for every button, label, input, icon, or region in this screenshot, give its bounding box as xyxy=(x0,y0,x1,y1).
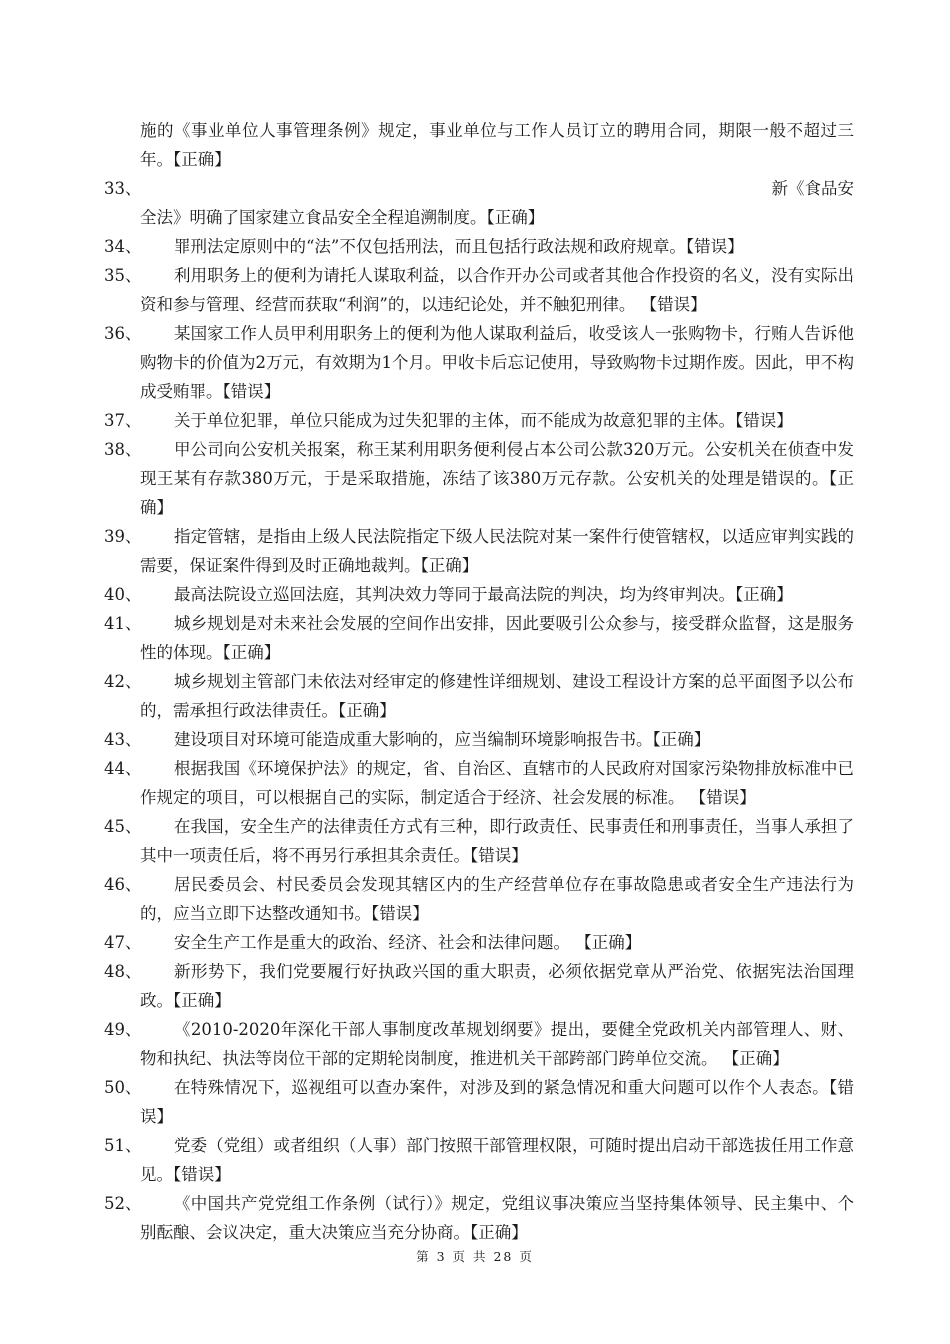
item-number: 50、 xyxy=(104,1078,142,1097)
item-number: 48、 xyxy=(104,962,142,981)
list-item-33 xyxy=(104,174,854,232)
item-text: 党委（党组）或者组织（人事）部门按照干部管理权限，可随时提出启动干部选拔任用工作意见。【错误】 xyxy=(140,1136,854,1184)
item-text: 城乡规划主管部门未依法对经审定的修建性详细规划、建设工程设计方案的总平面图予以公布的，需承担行政法律责任。【正确】 xyxy=(140,672,854,720)
list-item xyxy=(104,1073,854,1131)
item-number: 43、 xyxy=(104,730,142,749)
item-text: 利用职务上的便利为请托人谋取利益，以合作开办公司或者其他合作投资的名义，没有实际出资和参与管理、经营而获取“利润”的，以违纪论处，并不触犯刑律。 【错误】 xyxy=(140,266,854,314)
list-item xyxy=(104,725,854,754)
item-number: 35、 xyxy=(104,266,142,285)
list-item xyxy=(104,928,854,957)
items-container xyxy=(104,232,854,1247)
page-footer: 第 3 页 共 28 页 xyxy=(416,1249,534,1264)
item-number: 37、 xyxy=(104,411,142,430)
list-item xyxy=(104,1015,854,1073)
item-number: 44、 xyxy=(104,759,142,778)
list-item xyxy=(104,319,854,406)
item-number: 38、 xyxy=(104,440,142,459)
item-text-first-line: 新《食品安 xyxy=(771,179,854,198)
item-number: 45、 xyxy=(104,817,142,836)
item-number: 40、 xyxy=(104,585,142,604)
item-number: 47、 xyxy=(104,933,142,952)
list-item-continuation xyxy=(104,116,854,174)
list-item xyxy=(104,812,854,870)
list-item xyxy=(104,261,854,319)
item-number: 34、 xyxy=(104,237,142,256)
item-number: 36、 xyxy=(104,324,142,343)
item-number: 42、 xyxy=(104,672,142,691)
list-item xyxy=(104,870,854,928)
list-item xyxy=(104,609,854,667)
item-text: 新形势下，我们党要履行好执政兴国的重大职责，必须依据党章从严治党、依据宪法治国理政。【正确】 xyxy=(140,962,854,1010)
item-number: 52、 xyxy=(104,1194,142,1213)
list-item xyxy=(104,406,854,435)
item-text: 在特殊情况下，巡视组可以查办案件，对涉及到的紧急情况和重大问题可以作个人表态。【错误】 xyxy=(140,1078,854,1126)
list-item xyxy=(104,754,854,812)
item-text-rest: 全法》明确了国家建立食品安全全程追溯制度。【正确】 xyxy=(140,208,545,227)
item-number: 39、 xyxy=(104,527,142,546)
item-number: 41、 xyxy=(104,614,142,633)
list-item xyxy=(104,580,854,609)
list-item xyxy=(104,1189,854,1247)
item-text: 居民委员会、村民委员会发现其辖区内的生产经营单位存在事故隐患或者安全生产违法行为的，应当立即下达整改通知书。【错误】 xyxy=(140,875,854,923)
item-text: 根据我国《环境保护法》的规定，省、自治区、直辖市的人民政府对国家污染物排放标准中已作规定的项目，可以根据自己的实际，制定适合于经济、社会发展的标准。 【错误】 xyxy=(140,759,854,807)
item-text: 关于单位犯罪，单位只能成为过失犯罪的主体，而不能成为故意犯罪的主体。【错误】 xyxy=(174,411,793,430)
list-item xyxy=(104,667,854,725)
item-text: 指定管辖，是指由上级人民法院指定下级人民法院对某一案件行使管辖权，以适应审判实践的需要，保证案件得到及时正确地裁判。【正确】 xyxy=(140,527,854,575)
item-number: 33、 xyxy=(104,179,142,198)
item-text: 城乡规划是对未来社会发展的空间作出安排，因此要吸引公众参与，接受群众监督，这是服务性的体现。【正确】 xyxy=(140,614,854,662)
item-text: 最高法院设立巡回法庭，其判决效力等同于最高法院的判决，均为终审判决。【正确】 xyxy=(174,585,793,604)
item-text: 某国家工作人员甲利用职务上的便利为他人谋取利益后，收受该人一张购物卡，行贿人告诉他购物卡的价值为2万元，有效期为1个月。甲收卡后忘记使用，导致购物卡过期作废。因此，甲不构成受贿罪。【错误】 xyxy=(140,324,854,401)
list-item xyxy=(104,1131,854,1189)
item-text: 《中国共产党党组工作条例（试行）》规定，党组议事决策应当坚持集体领导、民主集中、个别酝酿、会议决定，重大决策应当充分协商。【正确】 xyxy=(140,1194,854,1242)
item-number: 49、 xyxy=(104,1020,142,1039)
list-item xyxy=(104,522,854,580)
item-text: 甲公司向公安机关报案，称王某利用职务便利侵占本公司公款320万元。公安机关在侦查中发现王某有存款380万元，于是采取措施，冻结了该380万元存款。公安机关的处理是错误的。【正确】 xyxy=(140,440,854,517)
item-text: 罪刑法定原则中的“法”不仅包括刑法，而且包括行政法规和政府规章。【错误】 xyxy=(174,237,744,256)
question-list xyxy=(104,116,854,1247)
list-item xyxy=(104,232,854,261)
item-number: 51、 xyxy=(104,1136,142,1155)
item-text: 《2010-2020年深化干部人事制度改革规划纲要》提出，要健全党政机关内部管理人、财、物和执纪、执法等岗位干部的定期轮岗制度，推进机关干部跨部门跨单位交流。 【正确】 xyxy=(140,1020,854,1068)
continuation-text: 施的《事业单位人事管理条例》规定，事业单位与工作人员订立的聘用合同，期限一般不超过三年。【正确】 xyxy=(140,121,854,169)
list-item xyxy=(104,957,854,1015)
list-item xyxy=(104,435,854,522)
item-text: 建设项目对环境可能造成重大影响的，应当编制环境影响报告书。【正确】 xyxy=(174,730,711,749)
item-number: 46、 xyxy=(104,875,142,894)
item-text: 在我国，安全生产的法律责任方式有三种，即行政责任、民事责任和刑事责任，当事人承担了其中一项责任后，将不再另行承担其余责任。【错误】 xyxy=(140,817,854,865)
item-text: 安全生产工作是重大的政治、经济、社会和法律问题。 【正确】 xyxy=(174,933,642,952)
